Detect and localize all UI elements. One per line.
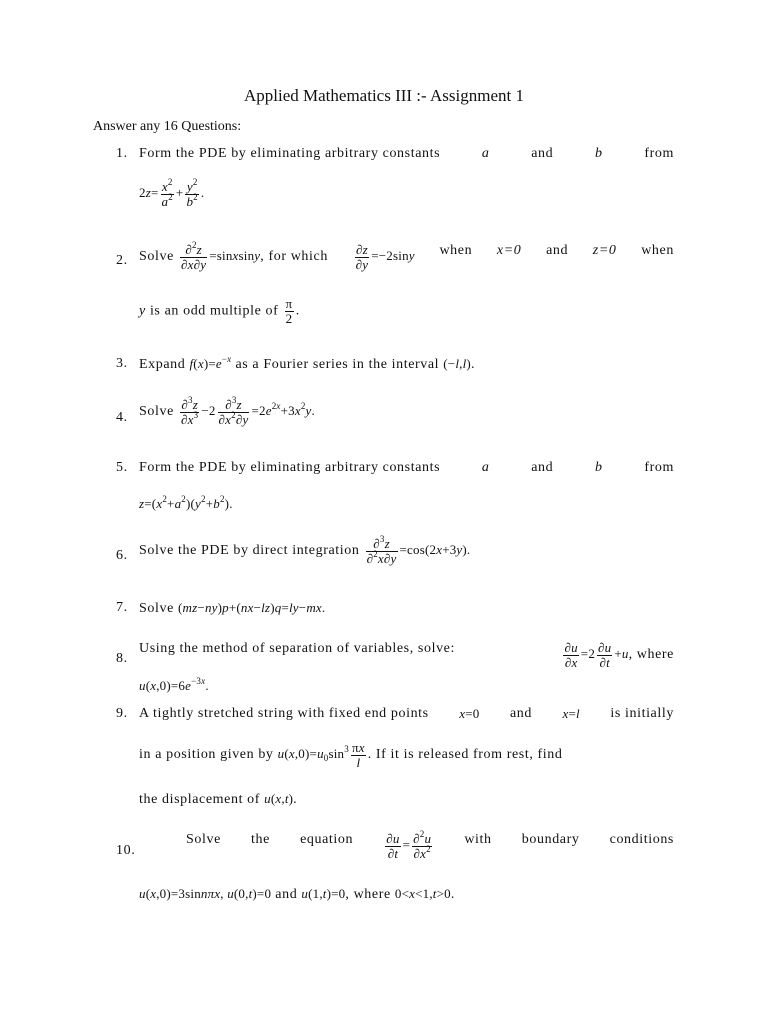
question-1-equation: 2z= $\frac{x^2}{a^2}$ + $\frac{y^2}{b^2}$ . xyxy=(139,177,205,209)
question-2-line-2: y is an odd multiple of $\frac{\pi}{2}$ . xyxy=(139,296,300,326)
question-3-line-1: Expand $f(x)=e^{-x}$ as a Fourier series in the interval (−l,l). xyxy=(139,354,476,372)
question-8-line-1: Using the method of separation of variables, solve: $\frac{\partial u}{\partial x}$ =2 $\frac{\partial u}{\partial t}$ +u, where xyxy=(139,640,674,670)
question-number: 7. xyxy=(116,600,128,615)
question-9-line-1: A tightly stretched string with fixed end points x=0 and x=l is initially xyxy=(139,706,674,721)
question-number: 9. xyxy=(116,706,128,721)
question-10-line-1: Solve the equation $\frac{\partial u}{\partial t}$ = $\frac{\partial^2u}{\partial x^2}$ with boundary conditions xyxy=(186,829,674,861)
question-8-line-2: $u(x,0)=6e^{-3x}$. xyxy=(139,676,209,693)
document-title: Applied Mathematics III :- Assignment 1 xyxy=(244,86,524,105)
question-5-line-1: Form the PDE by eliminating arbitrary constants a and b from xyxy=(139,460,674,475)
question-number: 1. xyxy=(116,146,128,161)
question-number: 10. xyxy=(116,843,136,858)
question-7-line-1: Solve (mz−ny)p+(nx−lz)q=ly−mx. xyxy=(139,600,326,616)
instruction-text: Answer any 16 Questions: xyxy=(93,119,242,134)
question-number: 4. xyxy=(116,410,128,425)
question-number: 6. xyxy=(116,548,128,563)
question-4-line-1: Solve $\frac{\partial^3z}{\partial x^3}$ −2 $\frac{\partial^3z}{\partial x^2\partial y}$ $=2e^{2x}+3x^2y$. xyxy=(139,395,315,427)
question-9-line-2: in a position given by $u(x,0)=u_0\sin^3$ $\frac{\pi x}{l}$ . If it is released from rest, find xyxy=(139,740,563,770)
question-number: 8. xyxy=(116,651,128,666)
question-10-line-2: u(x,0)=3sinnπx, u(0,t)=0 and u(1,t)=0, where 0<x<1,t>0. xyxy=(139,886,455,902)
question-number: 5. xyxy=(116,460,128,475)
question-6-line-1: Solve the PDE by direct integration $\frac{\partial^3z}{\partial^2x\partial y}$ =cos(2x+3y). xyxy=(139,534,471,566)
question-number: 3. xyxy=(116,356,128,371)
question-number: 2. xyxy=(116,253,128,268)
question-9-line-3: the displacement of u(x,t). xyxy=(139,791,298,807)
question-5-equation: $z=(x^2+a^2)(y^2+b^2)$. xyxy=(139,494,233,511)
question-2-line-1: Solve $\frac{\partial^2z}{\partial x\partial y}$ =sinxsiny, for which $\frac{\partial z}{\partial y}$ =−2siny when x=0 and z=0 when xyxy=(139,240,674,272)
question-1-line-1: Form the PDE by eliminating arbitrary constants a and b from xyxy=(139,146,674,161)
